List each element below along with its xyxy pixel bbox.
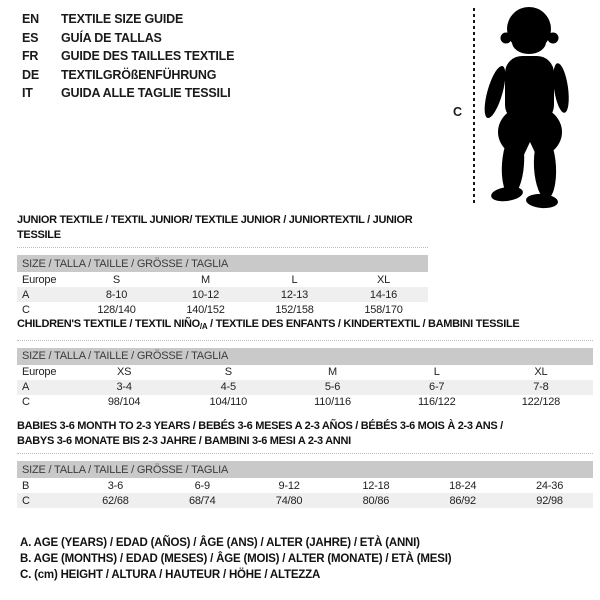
size-cell: 152/158 [275,303,314,316]
table-row [17,365,593,380]
size-cell: M [201,273,210,286]
junior-size-table [17,213,428,317]
size-cell: 12-18 [362,479,390,492]
size-cell: 86/92 [449,494,476,507]
language-row [22,47,234,66]
table-title-text: /A [199,322,208,331]
size-cell: XL [534,366,548,378]
language-title: TEXTILE SIZE GUIDE [61,12,184,26]
footnote-list [20,535,451,583]
size-cell: 6-9 [194,479,210,492]
size-cell: 140/152 [186,303,225,316]
table-size-header [17,255,428,272]
row-label: C [22,494,30,507]
row-label: B [22,479,30,492]
row-label: A [22,381,30,393]
size-cell: 68/74 [188,494,216,507]
footnote-b: B. AGE (MONTHS) / EDAD (MESES) / ÂGE (MOIS) / ALTER (MONATE) / ETÀ (MESI) [20,553,452,565]
size-cell: 5-6 [324,381,341,393]
row-label: Europe [22,366,57,378]
babies-size-table [17,419,593,508]
children-size-table [17,317,593,410]
size-cell: 104/110 [209,396,248,408]
row-label: Europe [22,273,57,286]
size-cell: 74/80 [275,494,303,507]
height-measure-label: C [453,105,463,119]
size-cell: 7-8 [533,381,549,393]
language-title-list [22,10,234,103]
size-cell: 122/128 [521,396,561,408]
row-label: C [22,396,30,408]
size-cell: 62/68 [102,494,129,507]
footnote-a: A. AGE (YEARS) / EDAD (AÑOS) / ÂGE (ANS) / ALTER (JAHRE) / ETÀ (ANNI) [20,537,420,549]
size-cell: 3-4 [116,381,132,393]
size-cell: 3-6 [107,479,124,492]
size-cell: XS [116,366,132,378]
size-cell: S [224,366,232,378]
language-row [22,29,234,48]
height-measure-dashed-line [473,8,475,206]
table-title-line [17,419,593,434]
table-row [17,272,428,287]
language-code: EN [22,12,39,26]
table-top-rule [17,247,428,248]
size-cell: 10-12 [191,288,220,301]
size-cell: 98/104 [107,396,141,408]
size-cell: 92/98 [536,494,563,507]
table-size-header [17,461,593,478]
language-row [22,66,234,85]
table-top-rule [17,340,593,341]
table-size-header [17,348,593,365]
table-title [17,419,593,448]
language-code: IT [22,86,33,100]
size-cell: 24-36 [535,479,564,492]
size-cell: 110/116 [314,396,351,408]
table-body [17,365,593,410]
table-row [17,302,428,317]
size-header-label: SIZE / TALLA / TAILLE / GRÖSSE / TAGLIA [22,350,229,362]
size-cell: S [112,273,121,286]
row-label: C [22,303,30,316]
size-cell: M [328,366,337,378]
size-header-label: SIZE / TALLA / TAILLE / GRÖSSE / TAGLIA [22,463,229,476]
table-title-text: BABIES 3-6 MONTH TO 2-3 YEARS / BEBÉS 3-6 MESES A 2-3 AÑOS / BÉBÉS 3-6 MOIS À 2-3 ANS / [17,420,503,432]
table-row [17,287,428,302]
table-row [17,493,593,508]
table-title-line [17,213,428,242]
size-cell: 14-16 [369,288,398,301]
size-cell: L [291,273,298,286]
language-row [22,10,234,29]
size-header-label: SIZE / TALLA / TAILLE / GRÖSSE / TAGLIA [22,257,229,270]
table-title-text: JUNIOR TEXTILE / TEXTIL JUNIOR/ TEXTILE JUNIOR / JUNIORTEXTIL / JUNIOR TESSILE [17,214,413,241]
table-title-text: BABYS 3-6 MONATE BIS 2-3 JAHRE / BAMBINI 3-6 MESI A 2-3 ANNI [17,434,351,447]
size-cell: 8-10 [105,288,128,301]
language-row [22,84,234,103]
table-title-line [17,317,593,335]
language-title: TEXTILGRÖßENFÜHRUNG [61,67,217,82]
baby-silhouette-icon [478,4,596,210]
table-title [17,317,593,335]
table-row [17,395,593,410]
language-title: GUIDE DES TAILLES TEXTILE [61,49,235,63]
size-cell: 4-5 [220,381,236,393]
table-title-text: / TEXTILE DES ENFANTS / KINDERTEXTIL / BAMBINI TESSILE [207,318,520,330]
size-cell: 18-24 [449,479,477,492]
size-cell: 9-12 [278,479,300,492]
table-title-line [17,434,593,449]
row-label: A [22,288,30,301]
footnote-c: C. (cm) HEIGHT / ALTURA / HAUTEUR / HÖHE / ALTEZZA [20,569,321,581]
size-cell: 116/122 [417,396,456,408]
table-title [17,213,428,242]
table-row [17,380,593,395]
table-row [17,478,593,493]
table-body [17,478,593,508]
table-title-text: CHILDREN'S TEXTILE / TEXTIL NIÑO [17,318,200,330]
size-cell: L [433,366,440,378]
size-cell: 128/140 [97,303,136,316]
size-cell: 12-13 [280,288,309,301]
language-code: ES [22,30,39,45]
language-code: FR [22,49,39,63]
table-top-rule [17,453,593,454]
table-body [17,272,428,317]
size-cell: 158/170 [364,303,403,316]
language-title: GUIDA ALLE TAGLIE TESSILI [61,86,231,100]
size-cell: 6-7 [429,381,445,393]
language-title: GUÍA DE TALLAS [61,30,162,45]
size-cell: XL [376,273,391,286]
language-code: DE [22,67,39,82]
size-cell: 80/86 [362,494,390,507]
